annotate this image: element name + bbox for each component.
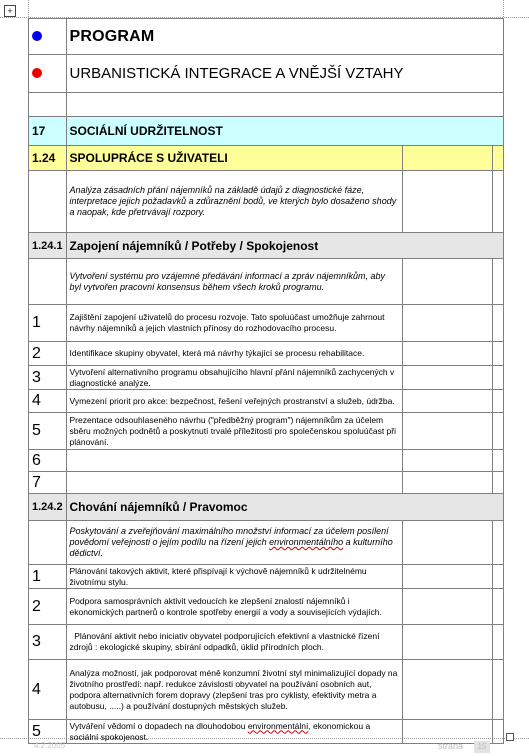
footer-page-label: strana [438,741,464,751]
description-row [29,259,504,305]
item-number[interactable]: 2 [29,589,67,625]
item-number[interactable]: 1 [29,305,67,342]
item-text[interactable]: Zajištění zapojení uživatelů do procesu rozvoje. Tato spoluúčast umožňuje zahrnout návrhy nájemníků a jejich vlastních přínosy do rozhodovacího procesu. [66,305,402,342]
table-row [29,450,504,472]
table-row [29,472,504,494]
description-text: Poskytování a zveřejňování maximálního množství informací za účelem posílení povědomí veřejnosti o jejím podílu na řízení jejich [69,526,389,547]
group-number[interactable]: 1.24.1 [29,233,67,259]
table-row [29,565,504,589]
item-text[interactable]: Plánování takových aktivit, které přispívají k výchově nájemníků k udržitelnému životnímu stylu. [66,565,402,589]
table-row [29,625,504,660]
table-row [29,305,504,342]
group-description[interactable] [66,521,402,565]
program-table [28,18,504,744]
table-row [29,342,504,366]
item-number[interactable]: 3 [29,366,67,390]
spacer-row [29,93,504,117]
footer-page-number: 15 [474,741,490,753]
item-number[interactable]: 5 [29,720,67,744]
item-text[interactable]: Plánování aktivit nebo iniciativ obyvatel podporujících efektivní a vlastnické řízení zdrojů : ekologické skupiny, sbírání odpadků, úklid přírodních ploch. [66,625,402,660]
item-text[interactable]: Vytvoření alternativního programu obsahujícího hlavní přání nájemníků zachycených v diagnostické analýze. [66,366,402,390]
item-number[interactable]: 7 [29,472,67,494]
item-text[interactable] [66,450,402,472]
table-row [29,366,504,390]
program-subtitle[interactable]: URBANISTICKÁ INTEGRACE A VNĚJŠÍ VZTAHY [66,55,504,93]
header-row [29,55,504,93]
group-description[interactable]: Vytvoření systému pro vzájemné předávání informací a zpráv nájemníkům, aby byl vytvořen pracovní konsensus během všech kroků programu. [66,259,402,305]
item-text[interactable] [66,472,402,494]
item-number[interactable]: 6 [29,450,67,472]
item-text[interactable]: Identifikace skupiny obyvatel, která má návrhy týkající se procesu rehabilitace. [66,342,402,366]
spelling-flagged-word[interactable]: environmentálního [269,537,344,547]
group-number[interactable]: 1.24.2 [29,494,67,521]
table-row [29,720,504,744]
subsection-title[interactable]: SPOLUPRÁCE S UŽIVATELI [66,146,402,171]
item-number[interactable]: 4 [29,660,67,720]
group-title[interactable]: Chování nájemníků / Pravomoc [66,494,504,521]
item-text[interactable]: Prezentace odsouhlaseného návrhu ("předběžný program") nájemníkům za účelem sběru možných podnětů a poskytnutí trvalé příležitosti pro společenskou spoluúčast při plánování. [66,413,402,450]
subsection-description[interactable]: Analýza zásadních přání nájemníků na základě údajů z diagnostické fáze, interpretace jejich požadavků a zdůraznění bodů, ve kterých bylo dosaženo shody a naopak, kde přetrvávají rozpory. [66,171,402,233]
table-move-handle[interactable]: + [4,5,16,17]
item-text-part: Vytváření vědomí o dopadech na dlouhodobou [69,720,248,731]
group-row [29,494,504,521]
spelling-flagged-word[interactable]: environmentální [247,720,309,731]
item-number[interactable]: 1 [29,565,67,589]
subsection-row [29,146,504,171]
description-row [29,521,504,565]
item-text-part: , ekonomickou a sociální spokojenost. [69,720,371,742]
item-number[interactable]: 4 [29,390,67,413]
table-row [29,660,504,720]
page-footer [0,741,529,756]
item-text[interactable] [66,720,402,744]
group-title[interactable]: Zapojení nájemníků / Potřeby / Spokojenost [66,233,504,259]
table-row [29,413,504,450]
item-text[interactable]: Analýza možností, jak podporovat méně konzumní životní styl minimalizující dopady na životního prostředí: např. redukce závislosti obyvatel na používání osobních aut, podpora alternativních forem dopravy (zlepšení tras pro cyklisty, efektivity metra a autobusu, .....) a používání dostupných městských služeb. [66,660,402,720]
item-number[interactable]: 3 [29,625,67,660]
header-row [29,19,504,55]
table-row [29,390,504,413]
group-row [29,233,504,259]
table-row [29,589,504,625]
item-text[interactable]: Vymezení priorit pro akce: bezpečnost, řešení veřejných prostranství a služeb, údržba. [66,390,402,413]
description-text: a kulturního dědictví. [69,537,393,558]
red-bullet-icon [32,68,42,78]
section-number[interactable]: 17 [29,117,67,146]
item-number[interactable]: 5 [29,413,67,450]
item-text[interactable]: Podpora samosprávních aktivit vedoucích ke zlepšení znalostí nájemníků i ekonomických partnerů o kontrole spotřeby energií a vody a souvisejících výdajích. [66,589,402,625]
section-row [29,117,504,146]
subsection-number[interactable]: 1.24 [29,146,67,171]
item-number[interactable]: 2 [29,342,67,366]
table-resize-handle[interactable] [506,733,514,741]
description-row [29,171,504,233]
footer-date: 4.2.2005 [34,741,66,750]
program-title[interactable]: PROGRAM [66,19,504,55]
section-title[interactable]: SOCIÁLNÍ UDRŽITELNOST [66,117,504,146]
blue-bullet-icon [32,31,42,41]
